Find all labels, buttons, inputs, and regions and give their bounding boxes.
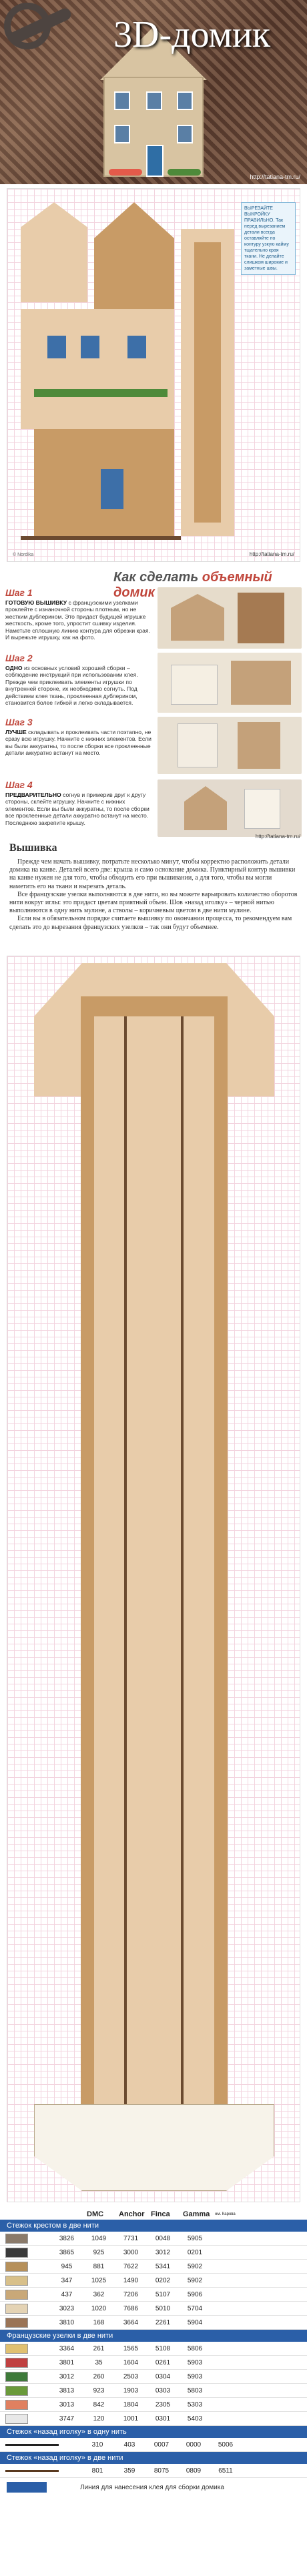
thread-legend — [0, 2209, 307, 2497]
step-1-photo — [158, 587, 302, 649]
steps-heading: Как сделать объемный домик — [113, 570, 272, 600]
thread-code: 310 — [91, 2441, 103, 2449]
thread-code: 5903 — [187, 2372, 203, 2380]
thread-code: 5403 — [187, 2414, 203, 2423]
thread-code: 0304 — [155, 2372, 171, 2380]
color-swatch — [5, 2262, 28, 2272]
legend-section-title: Стежок «назад иголку» в две нити — [0, 2452, 307, 2464]
thread-code: 1604 — [123, 2358, 139, 2366]
step-3 — [5, 717, 152, 757]
section-title: Вышивка — [9, 842, 57, 854]
step-text: ЛУЧШЕ складывать и проклеивать части поэтапно, не сразу всю игрушку. Начните с нижних элементов. Если вы были аккуратны, то после сборки все проклеенные детали аккуратно встанут на место. — [5, 729, 151, 757]
legend-header: DMC Anchor Finca Gamma нм. Карова — [87, 2210, 236, 2218]
thread-code: 2305 — [155, 2400, 171, 2408]
thread-code: 0007 — [154, 2441, 170, 2449]
thread-code: 260 — [93, 2372, 105, 2380]
chart-stripe — [181, 1016, 184, 2151]
thread-code: 3023 — [59, 2304, 75, 2312]
thread-code: 0809 — [186, 2467, 202, 2475]
window-icon — [146, 91, 162, 110]
thread-code: 5006 — [218, 2441, 234, 2449]
thread-code: 3013 — [59, 2400, 75, 2408]
thread-code: 5303 — [187, 2400, 203, 2408]
thread-code: 2261 — [155, 2318, 171, 2326]
thread-code: 3826 — [59, 2234, 75, 2242]
thread-code: 0000 — [186, 2441, 202, 2449]
watermark-url: http://tatiana-tm.ru/ — [249, 551, 294, 557]
thread-code: 168 — [93, 2318, 105, 2326]
step-4-photo — [158, 779, 302, 837]
embroidery-section — [9, 842, 298, 932]
cross-stitch-chart-2 — [7, 956, 300, 2202]
legend-row — [0, 2356, 307, 2370]
chart-piece — [94, 1016, 214, 2151]
thread-code: 923 — [93, 2386, 105, 2394]
legend-row — [0, 2370, 307, 2384]
step-text: ОДНО из основных условий хорошей сборки – соблюдение инструкций при использовании клея. Прежде чем приклеивать элементы игрушки по внутренней стороне, их необходимо согнуть. Под действием клея ткань, проклеенная дублерином, становится более гибкой и легко складывается. — [5, 665, 138, 707]
window-icon — [114, 125, 130, 143]
thread-code: 359 — [123, 2467, 135, 2475]
thread-code: 0301 — [155, 2414, 171, 2423]
house-body — [103, 77, 204, 177]
thread-code: 0303 — [155, 2386, 171, 2394]
thread-code: 5704 — [187, 2304, 203, 2312]
thread-code: 5906 — [187, 2290, 203, 2298]
thread-code: 3747 — [59, 2414, 75, 2423]
legend-row — [0, 2246, 307, 2260]
color-swatch — [5, 2276, 28, 2286]
thread-code: 881 — [93, 2262, 105, 2270]
legend-row — [0, 2288, 307, 2302]
thread-code: 5905 — [187, 2234, 203, 2242]
step-text: ПРЕДВАРИТЕЛЬНО согнув и примерив друг к другу стороны, склейте игрушку. Начните с нижних элементов. Если вы были аккуратны, то после сборки все проклеенные детали аккуратно встанут на место. Последнюю закрепите крышу. — [5, 791, 149, 826]
thread-code: 5902 — [187, 2276, 203, 2284]
tip-box: ВЫРЕЗАЙТЕ ВЫКРОЙКУ ПРАВИЛЬНО. Так перед вырезанием детали всегда оставляйте по контуру узкую кайму тщательно края ткани. Не делайте слишком широкие и заметные швы. — [241, 202, 296, 275]
thread-code: 5806 — [187, 2344, 203, 2352]
legend-row — [0, 2316, 307, 2330]
legend-row — [0, 2398, 307, 2412]
chart-piece — [21, 309, 174, 429]
thread-code: 2503 — [123, 2372, 139, 2380]
thread-code: 437 — [61, 2290, 73, 2298]
thread-code: 945 — [61, 2262, 73, 2270]
thread-code: 5010 — [155, 2304, 171, 2312]
how-to-steps — [0, 567, 307, 841]
color-swatch — [5, 2344, 28, 2354]
glue-line-sample — [7, 2482, 47, 2493]
watermark-url: http://tatiana-tm.ru/ — [250, 174, 300, 180]
color-swatch — [5, 2470, 59, 2472]
flowers — [168, 169, 201, 176]
legend-row — [0, 2438, 307, 2452]
cross-stitch-chart-1 — [7, 188, 300, 562]
step-text: ГОТОВУЮ ВЫШИВКУ с французскими узелками проклейте с изнаночной стороны плотным, но не жестким дублерином. Это придаст будущей игрушке жесткость, кроме того, упростит сшивку изделия. Наметьте сплошную линию контура для обрезки края. И вырежьте игрушку, как на фото. — [5, 599, 150, 641]
thread-code: 347 — [61, 2276, 73, 2284]
window-icon — [114, 91, 130, 110]
thread-code: 5107 — [155, 2290, 171, 2298]
step-4 — [5, 779, 152, 826]
color-swatch — [5, 2444, 59, 2446]
thread-code: 7622 — [123, 2262, 139, 2270]
color-swatch — [5, 2358, 28, 2368]
thread-code: 0048 — [155, 2234, 171, 2242]
chart-piece — [194, 242, 221, 523]
legend-row — [0, 2232, 307, 2246]
thread-code: 925 — [93, 2248, 105, 2256]
thread-code: 1903 — [123, 2386, 139, 2394]
legend-section-title: Стежок «назад иголку» в одну нить — [0, 2426, 307, 2438]
window-icon — [177, 91, 193, 110]
thread-code: 3664 — [123, 2318, 139, 2326]
thread-code: 1049 — [91, 2234, 107, 2242]
color-swatch — [5, 2400, 28, 2410]
window-icon — [177, 125, 193, 143]
color-swatch — [5, 2304, 28, 2314]
step-2 — [5, 653, 152, 706]
chart-window — [81, 336, 99, 358]
step-label: Шаг 2 — [5, 653, 33, 663]
color-swatch — [5, 2234, 28, 2244]
chart-credit: © Nordika — [13, 553, 34, 557]
paragraph: Прежде чем начать вышивку, потратьте несколько минут, чтобы корректно расположить детали домика на канве. Деталей всего две: крыша и само основание домика. Пунктирный контур вышивки на канве нужен не для того, чтобы обходить его при вышивании, а для того, чтобы вы могли наметить его на ткани и вырезать деталь. — [9, 858, 296, 890]
thread-code: 3012 — [59, 2372, 75, 2380]
thread-code: 35 — [95, 2358, 103, 2366]
step-1 — [5, 587, 152, 641]
chart-window — [127, 336, 146, 358]
legend-row — [0, 2274, 307, 2288]
thread-code: 120 — [93, 2414, 105, 2423]
thread-code: 3865 — [59, 2248, 75, 2256]
color-swatch — [5, 2318, 28, 2328]
chart-window — [47, 336, 66, 358]
legend-section-title: Французские узелки в две нити — [0, 2330, 307, 2342]
hero-photo — [0, 0, 307, 184]
chart-door — [101, 469, 123, 509]
legend-row — [0, 2260, 307, 2274]
door-icon — [146, 145, 164, 177]
thread-code: 0202 — [155, 2276, 171, 2284]
thread-code: 5108 — [155, 2344, 171, 2352]
legend-row — [0, 2342, 307, 2356]
legend-row — [0, 2384, 307, 2398]
chart-piece — [34, 2104, 274, 2191]
thread-code: 5803 — [187, 2386, 203, 2394]
chart-border — [21, 536, 181, 540]
thread-code: 5902 — [187, 2262, 203, 2270]
thread-code: 1565 — [123, 2344, 139, 2352]
thread-code: 403 — [123, 2441, 135, 2449]
step-label: Шаг 3 — [5, 717, 33, 727]
watermark-url: http://tatiana-tm.ru/ — [255, 834, 300, 840]
thread-code: 1001 — [123, 2414, 139, 2423]
thread-code: 3000 — [123, 2248, 139, 2256]
step-2-photo — [158, 653, 302, 713]
thread-code: 7731 — [123, 2234, 139, 2242]
chart-vines — [34, 389, 168, 397]
paragraph: Если вы в обязательном порядке считаете вышивку по окончании процесса, то рекомендуем вам сделать это до вырезания французских узелков – так они будут объемнее. — [9, 915, 292, 931]
step-label: Шаг 1 — [5, 587, 33, 598]
thread-code: 3801 — [59, 2358, 75, 2366]
glue-line-note: Линия для нанесения клея для сборки домика — [0, 2478, 307, 2497]
thread-code: 0261 — [155, 2358, 171, 2366]
thread-code: 3810 — [59, 2318, 75, 2326]
thread-code: 6511 — [218, 2467, 233, 2475]
legend-row — [0, 2302, 307, 2316]
thread-code: 1020 — [91, 2304, 107, 2312]
thread-code: 1804 — [123, 2400, 139, 2408]
legend-row — [0, 2464, 307, 2478]
thread-code: 8075 — [154, 2467, 170, 2475]
thread-code: 842 — [93, 2400, 105, 2408]
color-swatch — [5, 2372, 28, 2382]
thread-code: 0201 — [187, 2248, 203, 2256]
thread-code: 7206 — [123, 2290, 139, 2298]
thread-code: 3364 — [59, 2344, 75, 2352]
color-swatch — [5, 2248, 28, 2258]
color-swatch — [5, 2386, 28, 2396]
legend-row — [0, 2412, 307, 2426]
flowers — [109, 169, 142, 176]
step-label: Шаг 4 — [5, 779, 33, 790]
thread-code: 5903 — [187, 2358, 203, 2366]
thread-code: 5341 — [155, 2262, 171, 2270]
thread-code: 801 — [91, 2467, 103, 2475]
paragraph: Все французские узелки выполняются в две нити, но вы можете варьировать количество оборотов нити вокруг иглы: это придаст цветам приятный объем. Шов «назад иголку» – черной нитью выполняются в одну нить мулине, а стволы – коричневым цветом в две нити мулине. — [9, 890, 298, 915]
thread-code: 1025 — [91, 2276, 107, 2284]
step-3-photo — [158, 717, 302, 774]
thread-code: 362 — [93, 2290, 105, 2298]
thread-code: 7686 — [123, 2304, 139, 2312]
thread-code: 3813 — [59, 2386, 75, 2394]
thread-code: 5904 — [187, 2318, 203, 2326]
thread-code: 1490 — [123, 2276, 139, 2284]
legend-section-title: Стежок крестом в две нити — [0, 2220, 307, 2232]
thread-code: 3012 — [155, 2248, 171, 2256]
thread-code: 261 — [93, 2344, 105, 2352]
chart-stripe — [124, 1016, 127, 2151]
page-title: 3D-домик — [113, 14, 271, 55]
color-swatch — [5, 2414, 28, 2424]
color-swatch — [5, 2290, 28, 2300]
